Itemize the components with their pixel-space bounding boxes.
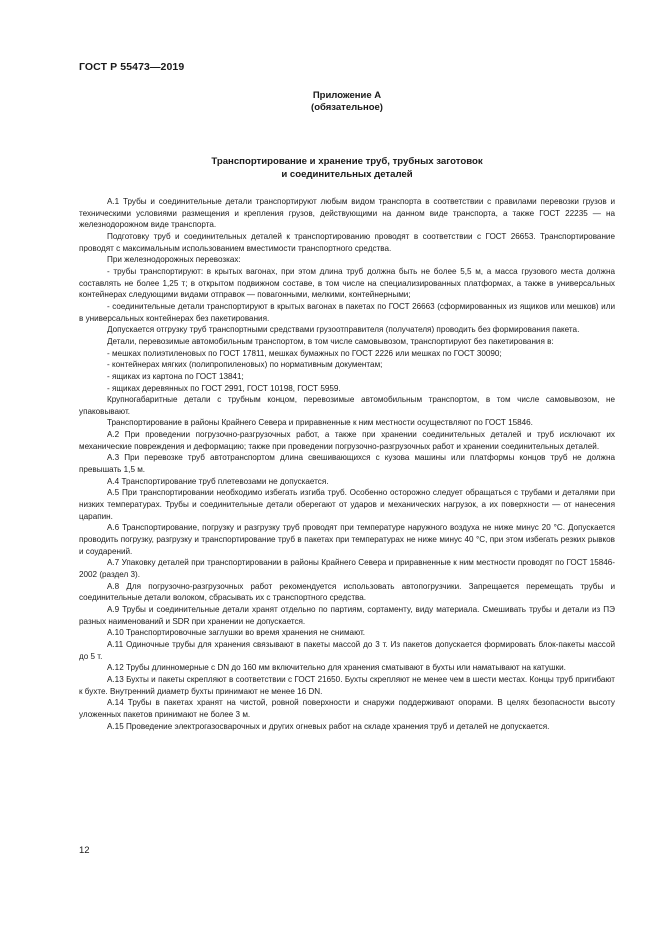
paragraph: А.8 Для погрузочно-разгрузочных работ рекомендуется использовать автопогрузчики. Запрещается перемещать трубы и соединительные детали волоком, сбрасывать их с транспортного средства. <box>79 581 615 603</box>
paragraph: А.4 Транспортирование труб плетевозами не допускается. <box>107 476 329 486</box>
paragraph: А.10 Транспортировочные заглушки во время хранения не снимают. <box>107 628 366 638</box>
paragraph: - трубы транспортируют: в крытых вагонах, при этом длина труб должна быть не более 5,5 м, а масса грузового места должна составлять не более 1,25 т; в открытом подвижном составе, в том числе на специализированных платформах, а также в универсальных контейнерах следующими видами отправок — повагонными, мелкими, контейнерными; <box>79 266 615 300</box>
paragraph: А.9 Трубы и соединительные детали хранят отдельно по партиям, сортаменту, виду материала. Смешивать трубы и детали из ПЭ разных наименований и SDR при хранении не допускается. <box>79 604 615 626</box>
paragraph: А.11 Одиночные трубы для хранения связывают в пакеты массой до 3 т. Из пакетов допускается формировать блок-пакеты массой до 5 т. <box>79 639 615 661</box>
paragraph: Крупногабаритные детали с трубным концом, перевозимые автомобильным транспортом, в том числе самовывозом, не упаковывают. <box>79 395 615 416</box>
paragraph: Детали, перевозимые автомобильным транспортом, в том числе самовывозом, транспортируют без пакетирования в: <box>107 336 554 346</box>
appendix-heading <box>79 90 615 114</box>
section-title-line-2: и соединительных деталей <box>281 169 413 180</box>
paragraph: А.12 Трубы длинномерные с DN до 160 мм включительно для хранения сматывают в бухты или наматывают на катушки. <box>107 663 566 673</box>
paragraph: - мешках полиэтиленовых по ГОСТ 17811, мешках бумажных по ГОСТ 2226 или мешках по ГОСТ 30090; <box>107 348 502 358</box>
paragraph: А.1 Трубы и соединительные детали транспортируют любым видом транспорта в соответствии с правилами перевозки грузов и техническими условиями размещения и крепления грузов, действующими на данном виде транспорта, а также ГОСТ 22235 — на железнодорожном виде транспорта. <box>79 197 615 230</box>
paragraph: Допускается отгрузку труб транспортными средствами грузоотправителя (получателя) проводить без формирования пакета. <box>107 325 580 335</box>
paragraph: - ящиках из картона по ГОСТ 13841; <box>107 371 244 381</box>
paragraph: - ящиках деревянных по ГОСТ 2991, ГОСТ 10198, ГОСТ 5959. <box>107 383 341 393</box>
paragraph: А.14 Трубы в пакетах хранят на чистой, ровной поверхности и снаружи поддерживают опорами. В целях безопасности высоту уложенных пакетов принимают не более 3 м. <box>79 698 615 719</box>
paragraph: А.15 Проведение электрогазосварочных и других огневых работ на складе хранения труб и деталей не допускается. <box>107 721 550 731</box>
paragraph: При железнодорожных перевозках: <box>107 255 241 265</box>
paragraph: Транспортирование в районы Крайнего Севера и приравненные к ним местности осуществляют по ГОСТ 15846. <box>107 418 533 428</box>
document-code: ГОСТ Р 55473—2019 <box>79 61 185 73</box>
paragraph: А.2 При проведении погрузочно-разгрузочных работ, а также при хранении соединительных деталей и труб исключают их механические повреждения и деформацию; также при проведении погрузочно-разгрузочных работ и хранении соединительных деталей. <box>79 430 615 451</box>
paragraph: - контейнерах мягких (полипропиленовых) по нормативным документам; <box>107 360 383 370</box>
appendix-title: Приложение А <box>312 90 382 101</box>
paragraph: А.7 Упаковку деталей при транспортировании в районы Крайнего Севера и приравненные к ним местности проводят по ГОСТ 15846-2002 (раздел 3). <box>79 558 615 579</box>
paragraph: Подготовку труб и соединительных деталей к транспортированию проводят в соответствии с ГОСТ 26653. Транспортирование проводят с максимальным использованием вместимости транспортного средства. <box>79 231 615 253</box>
paragraph: - соединительные детали транспортируют в крытых вагонах в пакетах по ГОСТ 26663 (сформированных из ящиков или мешков) или в универсальных контейнерах без пакетирования. <box>79 301 615 323</box>
page-number: 12 <box>79 845 90 856</box>
paragraph: А.13 Бухты и пакеты скрепляют в соответствии с ГОСТ 21650. Бухты скрепляют не менее чем в шести местах. Концы труб пригибают к бухте. Внутренний диаметр бухты принимают не менее 16 DN. <box>79 674 615 696</box>
body-text <box>79 196 615 732</box>
section-title-line-1: Транспортирование и хранение труб, трубных заготовок <box>211 156 483 167</box>
appendix-status: (обязательное) <box>311 102 383 113</box>
paragraph: А.6 Транспортирование, погрузку и разгрузку труб проводят при температуре наружного воздуха не ниже минус 20 °C. Допускается проводить погрузку, разгрузку и транспортирование труб в пакетах при температурах не ниже минус 40 °C, при этом избегать резких рывков и соударений. <box>79 523 615 556</box>
paragraph: А.5 При транспортировании необходимо избегать изгиба труб. Особенно осторожно следует обращаться с трубами и деталями при низких температурах. Трубы и соединительные детали оберегают от ударов и механических нагрузок, а их поверхности — от нанесения царапин. <box>79 488 615 521</box>
paragraph: А.3 При перевозке труб автотранспортом длина свешивающихся с кузова машины или платформы концов труб не должна превышать 1,5 м. <box>79 453 615 475</box>
section-title <box>79 155 615 181</box>
